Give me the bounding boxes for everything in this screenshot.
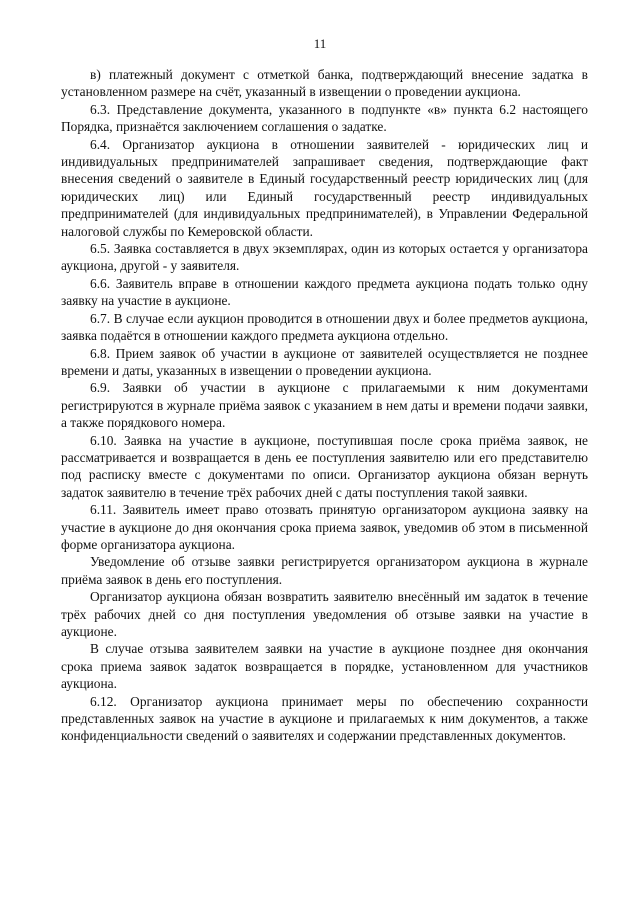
paragraph-item-v: в) платежный документ с отметкой банка, подтверждающий внесение задатка в установленном размере на счёт, указанный в извещении о проведении аукциона. bbox=[61, 67, 588, 100]
paragraph-6-11: 6.11. Заявитель имеет право отозвать принятую организатором аукциона заявку на участие в аукционе до дня окончания срока приема заявок, уведомив об этом в письменной форме организатора аукциона. bbox=[61, 502, 588, 552]
paragraph-6-10: 6.10. Заявка на участие в аукционе, поступившая после срока приёма заявок, не рассматривается и возвращается в день ее поступления заявителю или его представителю под расписку вместе с документами по описи. Организатор аукциона обязан вернуть задаток заявителю в течение трёх рабочих дней с даты поступления такой заявки. bbox=[61, 432, 588, 500]
paragraph-withdrawal-notice: Уведомление об отзыве заявки регистрируется организатором аукциона в журнале приёма заявок в день его поступления. bbox=[61, 554, 588, 587]
paragraph-late-withdrawal: В случае отзыва заявителем заявки на участие в аукционе позднее дня окончания срока приема заявок задаток возвращается в порядке, установленном для участников аукциона. bbox=[61, 641, 588, 692]
paragraph-6-4: 6.4. Организатор аукциона в отношении заявителей - юридических лиц и индивидуальных предпринимателей запрашивает сведения, подтверждающие факт внесения сведений о заявителе в Единый государственный реестр юридических лиц (для юридических лиц) или Единый государственный реестр индивидуальных предпринимателей (для индивидуальных предпринимателей), в Управлении Федеральной налоговой службы по Кемеровской области. bbox=[61, 136, 588, 239]
paragraph-6-5: 6.5. Заявка составляется в двух экземплярах, один из которых остается у организатора аукциона, другой - у заявителя. bbox=[61, 241, 588, 274]
paragraph-6-8: 6.8. Прием заявок об участии в аукционе от заявителей осуществляется не позднее времени и даты, указанных в извещении о проведении аукциона. bbox=[61, 345, 588, 378]
paragraph-6-6: 6.6. Заявитель вправе в отношении каждого предмета аукциона подать только одну заявку на участие в аукционе. bbox=[61, 275, 588, 309]
paragraph-6-3: 6.3. Представление документа, указанного в подпункте «в» пункта 6.2 настоящего Порядка, признаётся заключением соглашения о задатке. bbox=[61, 101, 588, 135]
document-body bbox=[61, 66, 588, 745]
page-number: 11 bbox=[313, 36, 327, 51]
paragraph-deposit-return: Организатор аукциона обязан возвратить заявителю внесённый им задаток в течение трёх рабочих дней со дня поступления уведомления об отзыве заявки на участие в аукционе. bbox=[61, 589, 588, 639]
paragraph-6-7: 6.7. В случае если аукцион проводится в отношении двух и более предметов аукциона, заявка подаётся в отношении каждого предмета аукциона отдельно. bbox=[61, 310, 588, 344]
paragraph-6-9: 6.9. Заявки об участии в аукционе с прилагаемыми к ним документами регистрируются в журнале приёма заявок с указанием в нем даты и времени подачи заявки, а также порядкового номера. bbox=[61, 380, 588, 431]
paragraph-6-12: 6.12. Организатор аукциона принимает меры по обеспечению сохранности представленных заявок на участие в аукционе и прилагаемых к ним документов, а также конфиденциальности сведений о заявителях и содержании представленных документов. bbox=[61, 693, 588, 744]
